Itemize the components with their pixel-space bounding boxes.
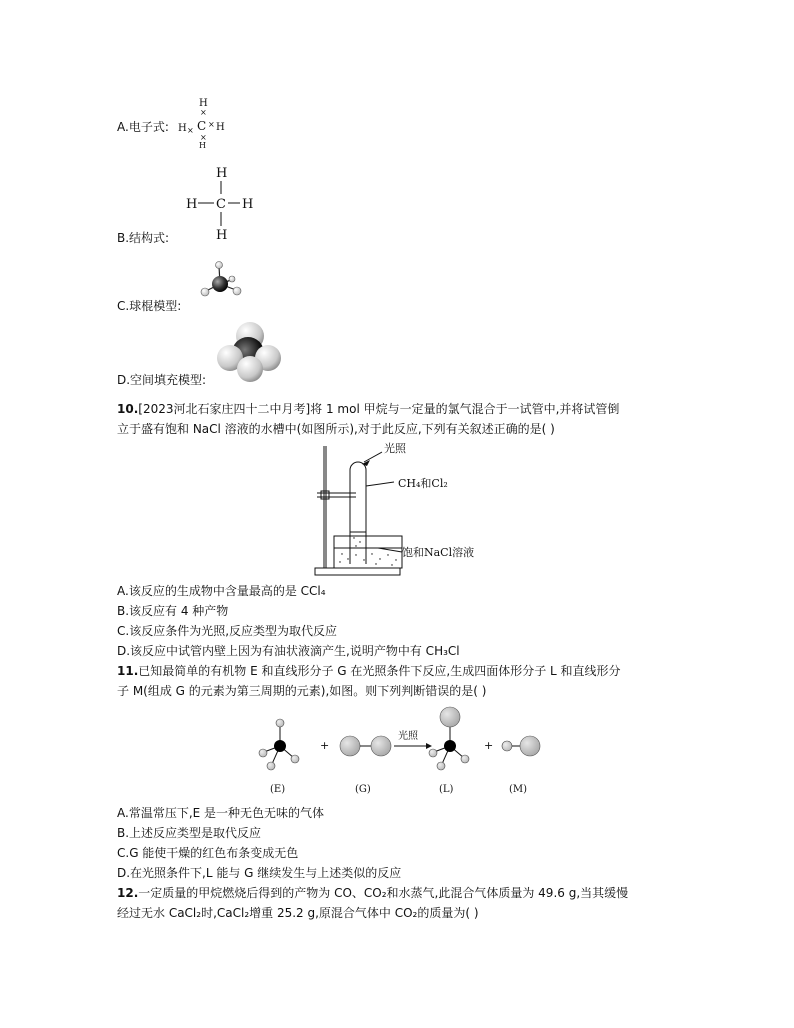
svg-text:H: H	[178, 123, 187, 134]
svg-text:H: H	[216, 166, 228, 181]
svg-text:×: ×	[187, 126, 194, 135]
q10-line-1	[117, 400, 619, 418]
option-b-label: B.结构式:	[117, 231, 170, 245]
label-l: (L)	[439, 784, 454, 795]
q11-stem-1: 已知最简单的有机物 E 和直线形分子 G 在光照条件下反应,生成四面体形分子 L 和直线形分	[138, 664, 621, 678]
methane-structural-formula	[186, 164, 256, 244]
svg-text:C: C	[216, 197, 226, 212]
molecule-e	[259, 719, 299, 770]
svg-text:+: +	[484, 739, 494, 752]
svg-text:饱和NaCl溶液: 饱和NaCl溶液	[402, 546, 475, 559]
svg-text:C: C	[197, 119, 207, 133]
svg-text:H: H	[216, 122, 225, 133]
svg-text:H: H	[216, 228, 228, 243]
molecule-g	[340, 736, 391, 756]
q12-number: 12.	[117, 886, 139, 900]
label-e: (E)	[270, 784, 286, 795]
methane-electron-formula	[176, 98, 226, 150]
q11-line-1	[117, 662, 621, 680]
svg-text:光照: 光照	[398, 731, 418, 742]
label-m: (M)	[509, 784, 528, 795]
reaction-arrow	[394, 729, 432, 749]
q12-stem-1: 一定质量的甲烷燃烧后得到的产物为 CO、CO₂和水蒸气,此混合气体质量为 49.6 g,当其缓慢	[138, 886, 629, 900]
svg-text:+: +	[320, 739, 330, 752]
q12-stem-2: 经过无水 CaCl₂时,CaCl₂增重 25.2 g,原混合气体中 CO₂的质量为( )	[117, 906, 479, 920]
label-g: (G)	[355, 784, 371, 795]
svg-text:H: H	[199, 141, 206, 150]
q11-number: 11.	[117, 664, 139, 678]
q11-stem-2: 子 M(组成 G 的元素为第三周期的元素),如图。则下列判断错误的是( )	[117, 684, 487, 698]
q11-option-b: B.上述反应类型是取代反应	[117, 826, 262, 840]
q10-stem-1: [2023河北石家庄四十二中月考]将 1 mol 甲烷与一定量的氯气混合于一试管中,并将试管倒	[138, 402, 620, 416]
q11-option-d: D.在光照条件下,L 能与 G 继续发生与上述类似的反应	[117, 866, 402, 880]
molecule-l	[429, 707, 469, 770]
svg-text:H: H	[242, 197, 254, 212]
q10-number: 10.	[117, 402, 139, 416]
q11-reaction-figure	[254, 704, 554, 800]
svg-text:CH₄和Cl₂: CH₄和Cl₂	[398, 477, 448, 490]
q11-option-c: C.G 能使干燥的红色布条变成无色	[117, 846, 299, 860]
q10-stem-2: 立于盛有饱和 NaCl 溶液的水槽中(如图所示),对于此反应,下列有关叙述正确的是( )	[117, 422, 555, 436]
option-d-label: D.空间填充模型:	[117, 373, 207, 387]
q10-option-b: B.该反应有 4 种产物	[117, 604, 229, 618]
option-c-label: C.球棍模型:	[117, 299, 182, 313]
svg-text:×: ×	[200, 133, 207, 142]
q10-apparatus-figure	[312, 438, 502, 580]
q12-line-1	[117, 884, 628, 902]
q10-option-a: A.该反应的生成物中含量最高的是 CCl₄	[117, 584, 326, 598]
svg-text:H: H	[186, 197, 198, 212]
q10-option-d: D.该反应中试管内壁上因为有油状液滴产生,说明产物中有 CH₃Cl	[117, 644, 460, 658]
q10-option-c: C.该反应条件为光照,反应类型为取代反应	[117, 624, 338, 638]
svg-text:H: H	[199, 98, 208, 109]
molecule-m	[502, 736, 540, 756]
methane-space-filling-model	[216, 320, 284, 384]
svg-text:×: ×	[208, 120, 215, 129]
methane-ball-stick-model	[200, 258, 244, 302]
option-a-label: A.电子式:	[117, 120, 169, 134]
svg-text:×: ×	[200, 108, 207, 117]
svg-text:光照: 光照	[384, 442, 406, 455]
q11-option-a: A.常温常压下,E 是一种无色无味的气体	[117, 806, 325, 820]
